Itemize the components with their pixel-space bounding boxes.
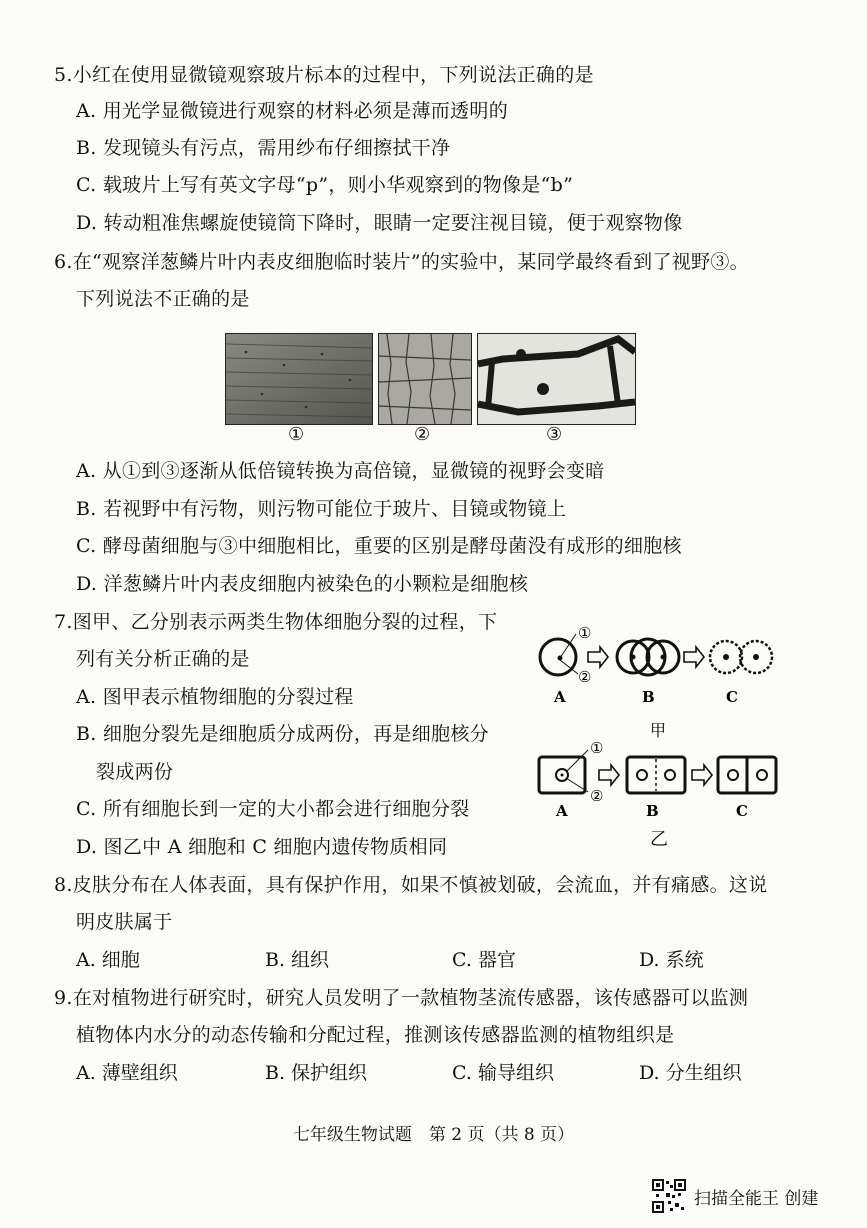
animal-cell-a xyxy=(540,634,578,675)
q8-stem-line1: 8.皮肤分布在人体表面，具有保护作用，如果不慎被划破，会流血，并有痛感。这说 xyxy=(54,874,768,896)
label-yi: 乙 xyxy=(650,829,668,850)
q8-option-a: A. 细胞 xyxy=(76,949,140,971)
q7-option-b-cont: 裂成两份 xyxy=(96,761,174,783)
q7-option-b: B. 细胞分裂先是细胞质分成两份，再是细胞核分 xyxy=(76,723,489,745)
q7-option-a: A. 图甲表示植物细胞的分裂过程 xyxy=(76,686,354,708)
label-b: B xyxy=(646,802,659,820)
qr-code-icon xyxy=(652,1179,686,1213)
q5-stem: 5.小红在使用显微镜观察玻片标本的过程中，下列说法正确的是 xyxy=(54,64,594,86)
animal-cell-b xyxy=(617,639,679,675)
q9-option-a: A. 薄壁组织 xyxy=(76,1062,178,1084)
q7-stem-line1: 7.图甲、乙分别表示两类生物体细胞分裂的过程，下 xyxy=(54,611,498,633)
marker-2: ② xyxy=(578,668,592,686)
label-c: C xyxy=(736,802,748,820)
q8-stem-line2: 明皮肤属于 xyxy=(76,911,173,933)
arrow-icon xyxy=(588,647,608,667)
animal-cell-c xyxy=(710,641,772,673)
q8-option-c: C. 器官 xyxy=(452,949,516,971)
plant-cell-c xyxy=(718,757,776,793)
label-a: A xyxy=(556,802,568,820)
q7-stem-line2: 列有关分析正确的是 xyxy=(76,648,250,670)
arrow-icon xyxy=(684,647,704,667)
q6-stem-line1: 6.在“观察洋葱鳞片叶内表皮细胞临时装片”的实验中，某同学最终看到了视野③。 xyxy=(54,251,749,273)
q5-option-c: C. 载玻片上写有英文字母“p”，则小华观察到的物像是“b” xyxy=(76,174,574,196)
q5-option-d: D. 转动粗准焦螺旋使镜筒下降时，眼睛一定要注视目镜，便于观察物像 xyxy=(76,212,683,234)
arrow-icon xyxy=(692,765,712,785)
q9-stem-line2: 植物体内水分的动态传输和分配过程，推测该传感器监测的植物组织是 xyxy=(76,1024,675,1046)
q6-stem-line2: 下列说法不正确的是 xyxy=(76,288,250,310)
scanner-watermark xyxy=(652,1181,818,1211)
marker-2: ② xyxy=(590,787,604,805)
label-c: C xyxy=(726,688,738,706)
q8-option-b: B. 组织 xyxy=(265,949,330,971)
arrow-icon xyxy=(599,765,619,785)
q6-option-d: D. 洋葱鳞片叶内表皮细胞内被染色的小颗粒是细胞核 xyxy=(76,573,529,595)
q9-option-c: C. 输导组织 xyxy=(452,1062,554,1084)
micrograph-high-power xyxy=(477,333,636,425)
plant-cell-b xyxy=(627,757,685,793)
figure-label-1: ① xyxy=(288,424,305,445)
q5-option-b: B. 发现镜头有污点，需用纱布仔细擦拭干净 xyxy=(76,137,451,159)
q6-option-b: B. 若视野中有污物，则污物可能位于玻片、目镜或物镜上 xyxy=(76,498,567,520)
micrograph-medium-power xyxy=(378,333,472,425)
plant-cell-a xyxy=(539,750,588,793)
cell-division-diagram xyxy=(530,620,790,860)
scanner-watermark-text: 扫描全能王 创建 xyxy=(694,1188,819,1209)
page-footer: 七年级生物试题 第 2 页（共 8 页） xyxy=(292,1125,575,1145)
q5-option-a: A. 用光学显微镜进行观察的材料必须是薄而透明的 xyxy=(76,100,509,122)
figure-label-3: ③ xyxy=(546,424,563,445)
q6-option-c: C. 酵母菌细胞与③中细胞相比，重要的区别是酵母菌没有成形的细胞核 xyxy=(76,535,682,557)
q7-option-d: D. 图乙中 A 细胞和 C 细胞内遗传物质相同 xyxy=(76,836,448,858)
q9-option-d: D. 分生组织 xyxy=(639,1062,742,1084)
marker-1: ① xyxy=(578,624,592,642)
q8-option-d: D. 系统 xyxy=(639,949,704,971)
q7-option-c: C. 所有细胞长到一定的大小都会进行细胞分裂 xyxy=(76,798,470,820)
marker-1: ① xyxy=(590,739,604,757)
label-a: A xyxy=(554,688,566,706)
q9-option-b: B. 保护组织 xyxy=(265,1062,368,1084)
q9-stem-line1: 9.在对植物进行研究时，研究人员发明了一款植物茎流传感器，该传感器可以监测 xyxy=(54,987,749,1009)
micrograph-low-power xyxy=(225,333,373,425)
figure-label-2: ② xyxy=(414,424,431,445)
label-jia: 甲 xyxy=(650,721,667,740)
q6-option-a: A. 从①到③逐渐从低倍镜转换为高倍镜，显微镜的视野会变暗 xyxy=(76,460,605,482)
label-b: B xyxy=(642,688,655,706)
